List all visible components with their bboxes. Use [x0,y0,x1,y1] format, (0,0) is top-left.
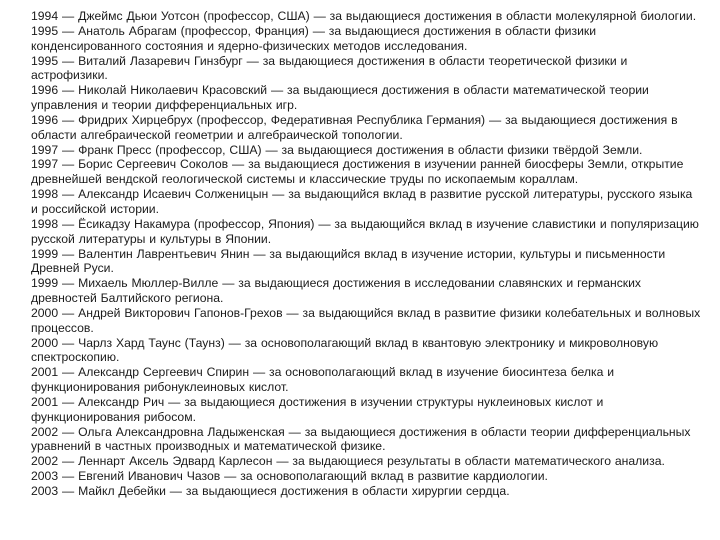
entry-year: 1995 [31,53,59,68]
list-item: 2002 — Леннарт Аксель Эдвард Карлесон — за выдающиеся результаты в области математического анализа. [31,454,665,469]
list-item: 2003 — Евгений Иванович Чазов — за основополагающий вклад в развитие кардиологии. [31,469,548,484]
entry-year: 1996 [31,83,59,98]
list-item: 1999 — Михаель Мюллер-Вилле — за выдающиеся достижения в исследовании славянских и германских древностей Балтийского региона. [31,276,642,306]
entry-year: 2001 [31,394,59,409]
entry-year: 2003 [31,484,59,498]
entry-year: 2002 [31,454,59,469]
entry-text: Александр Исаевич Солженицын — за выдающийся вклад в развитие русской литературы, русского языка и российской истории. [31,187,693,216]
laureates-list [31,9,703,499]
entry-year: 1995 [31,23,59,38]
entry-text: Фридрих Хирцебрух (профессор, Федеративная Республика Германия) — за выдающиеся достижения в области алгебраической геометрии и алгебраической топологии. [31,112,678,142]
list-item: 2003 — Майкл Дебейки — за выдающиеся достижения в области хирургии сердца. [31,484,510,498]
entry-text: Майкл Дебейки — за выдающиеся достижения в области хирургии сердца. [78,484,510,498]
entry-year: 2001 [31,365,59,380]
entry-year: 1999 [31,246,59,261]
entry-text: Михаель Мюллер-Вилле — за выдающиеся достижения в исследовании славянских и германских древностей Балтийского региона. [31,276,642,306]
list-item: 1996 — Фридрих Хирцебрух (профессор, Федеративная Республика Германия) — за выдающиеся достижения в области алгебраической геометрии и алгебраической топологии. [31,112,678,142]
list-item: 2000 — Чарлз Хард Таунс (Таунз) — за основополагающий вклад в квантовую электронику и микроволновую спектроскопию. [31,335,659,365]
entry-year: 1999 [31,276,59,291]
entry-year: 1996 [31,112,59,127]
list-item: 1995 — Виталий Лазаревич Гинзбург — за выдающиеся достижения в области теоретической физики и астрофизики. [31,53,628,83]
list-item: 1994 — Джеймс Дьюи Уотсон (профессор, США) — за выдающиеся достижения в области молекулярной биологии. [31,9,697,23]
entry-text: Франк Пресс (профессор, США) — за выдающиеся достижения в области физики твёрдой Земли. [78,142,643,157]
list-item: 1995 — Анатоль Абрагам (профессор, Франция) — за выдающиеся достижения в области физики конденсированного состояния и ядерно-физических методов исследования. [31,23,597,53]
entry-text: Борис Сергеевич Соколов — за выдающиеся достижения в изучении ранней биосферы Земли, открытие древнейшей вендской геологической системы и классические труды по ископаемым кораллам. [31,157,684,187]
entry-year: 1997 [31,157,59,172]
list-item: 2000 — Андрей Викторович Гапонов-Грехов — за выдающийся вклад в развитие физики колебательных и волновых процессов. [31,305,701,335]
entry-text: Валентин Лаврентьевич Янин — за выдающийся вклад в изучение истории, культуры и письменности Древней Руси. [31,246,666,276]
entry-year: 1997 [31,142,59,157]
entry-year: 2000 [31,335,59,350]
list-item: 1998 — Александр Исаевич Солженицын — за выдающийся вклад в развитие русской литературы, русского языка и российской истории. [31,187,693,216]
entry-year: 2002 [31,424,59,439]
entry-text: Александр Рич — за выдающиеся достижения в изучении структуры нуклеиновых кислот и функционирования рибосом. [31,394,604,424]
entry-text: Анатоль Абрагам (профессор, Франция) — за выдающиеся достижения в области физики конденсированного состояния и ядерно-физических методов исследования. [31,23,597,53]
entry-text: Николай Николаевич Красовский — за выдающиеся достижения в области математической теории управления и теории дифференциальных игр. [31,83,649,113]
list-item: 2002 — Ольга Александровна Ладыженская — за выдающиеся достижения в области теории дифференциальных уравнений в частных производных и математической физике. [31,424,691,454]
entry-year: 1998 [31,216,59,231]
list-item: 1999 — Валентин Лаврентьевич Янин — за выдающийся вклад в изучение истории, культуры и письменности Древней Руси. [31,246,666,276]
entry-year: 1994 [31,9,59,23]
entry-year: 1998 [31,187,59,202]
list-item: 1996 — Николай Николаевич Красовский — за выдающиеся достижения в области математической теории управления и теории дифференциальных игр. [31,83,649,113]
entry-text: Ёсикадзу Накамура (профессор, Япония) — за выдающийся вклад в изучение славистики и популяризацию русской литературы и культуры в Японии. [31,216,699,246]
list-item: 1997 — Борис Сергеевич Соколов — за выдающиеся достижения в изучении ранней биосферы Земли, открытие древнейшей вендской геологической системы и классические труды по ископаемым кораллам. [31,157,684,187]
entry-text: Леннарт Аксель Эдвард Карлесон — за выдающиеся результаты в области математического анализа. [78,454,665,469]
entry-text: Ольга Александровна Ладыженская — за выдающиеся достижения в области теории дифференциальных уравнений в частных производных и математической физике. [31,424,691,454]
list-item: 2001 — Александр Рич — за выдающиеся достижения в изучении структуры нуклеиновых кислот и функционирования рибосом. [31,394,604,424]
entry-text: Андрей Викторович Гапонов-Грехов — за выдающийся вклад в развитие физики колебательных и волновых процессов. [31,305,701,335]
entry-text: Чарлз Хард Таунс (Таунз) — за основополагающий вклад в квантовую электронику и микроволновую спектроскопию. [31,335,659,365]
list-item: 1998 — Ёсикадзу Накамура (профессор, Япония) — за выдающийся вклад в изучение славистики и популяризацию русской литературы и культуры в Японии. [31,216,699,246]
entry-text: Евгений Иванович Чазов — за основополагающий вклад в развитие кардиологии. [78,469,548,484]
entry-year: 2003 [31,469,59,484]
list-item: 2001 — Александр Сергеевич Спирин — за основополагающий вклад в изучение биосинтеза белка и функционирования рибонуклеиновых кислот. [31,365,615,395]
entry-year: 2000 [31,305,59,320]
entry-text: Джеймс Дьюи Уотсон (профессор, США) — за выдающиеся достижения в области молекулярной биологии. [78,9,697,23]
list-item: 1997 — Франк Пресс (профессор, США) — за выдающиеся достижения в области физики твёрдой Земли. [31,142,643,157]
entry-text: Александр Сергеевич Спирин — за основополагающий вклад в изучение биосинтеза белка и функционирования рибонуклеиновых кислот. [31,365,615,395]
entry-text: Виталий Лазаревич Гинзбург — за выдающиеся достижения в области теоретической физики и астрофизики. [31,53,628,83]
